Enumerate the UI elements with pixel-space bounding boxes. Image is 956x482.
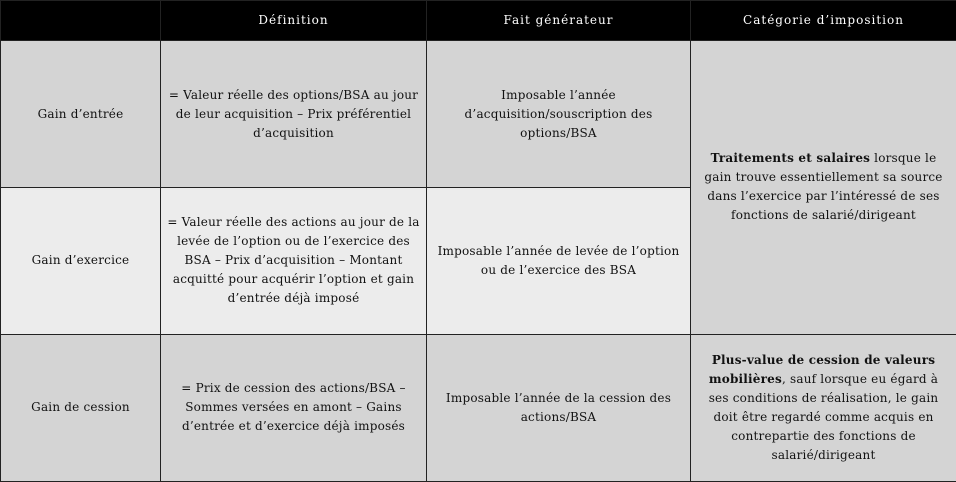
- row-label-gain-exercice: Gain d’exercice: [1, 188, 161, 334]
- header-row: [1, 1, 956, 41]
- categorie-salaires-bold: Traitements et salaires: [710, 151, 871, 166]
- table-body: [1, 41, 956, 482]
- header-definition: Définition: [161, 1, 427, 41]
- table-row-gain-entree: [1, 41, 956, 188]
- header-fait-generateur: Fait générateur: [427, 1, 691, 41]
- categorie-plus-value: [691, 334, 956, 481]
- definition-gain-exercice: = Valeur réelle des actions au jour de la levée de l’option ou de l’exercice des BSA – Prix d’acquisition – Montant acquitté pour acquérir l’option et gain d’entrée déjà imposé: [161, 188, 427, 334]
- row-label-gain-cession: Gain de cession: [1, 334, 161, 481]
- categorie-traitements-salaires: [691, 41, 956, 335]
- categorie-salaires-text: lorsque le gain trouve essentiellement sa source dans l’exercice par l’intéressé de ses fonctions de salarié/dirigeant: [704, 151, 943, 223]
- header-categorie-imposition: Catégorie d’imposition: [691, 1, 956, 41]
- categorie-plus-value-bold: Plus-value de cession de valeurs mobilières: [708, 352, 936, 386]
- fait-generateur-gain-exercice: Imposable l’année de levée de l’option ou de l’exercice des BSA: [427, 188, 691, 334]
- table-header: [1, 1, 956, 41]
- fait-generateur-gain-cession: Imposable l’année de la cession des actions/BSA: [427, 334, 691, 481]
- definition-gain-entree: = Valeur réelle des options/BSA au jour de leur acquisition – Prix préférentiel d’acquisition: [161, 41, 427, 188]
- categorie-plus-value-text: , sauf lorsque eu égard à ses conditions de réalisation, le gain doit être regardé comme acquis en contrepartie des fonctions de salarié/dirigeant: [708, 371, 939, 462]
- row-label-gain-entree: Gain d’entrée: [1, 41, 161, 188]
- table-row-gain-cession: [1, 334, 956, 481]
- fait-generateur-gain-entree: Imposable l’année d’acquisition/souscription des options/BSA: [427, 41, 691, 188]
- header-corner-cell: [1, 1, 161, 41]
- definition-gain-cession: = Prix de cession des actions/BSA – Sommes versées en amont – Gains d’entrée et d’exercice déjà imposés: [161, 334, 427, 481]
